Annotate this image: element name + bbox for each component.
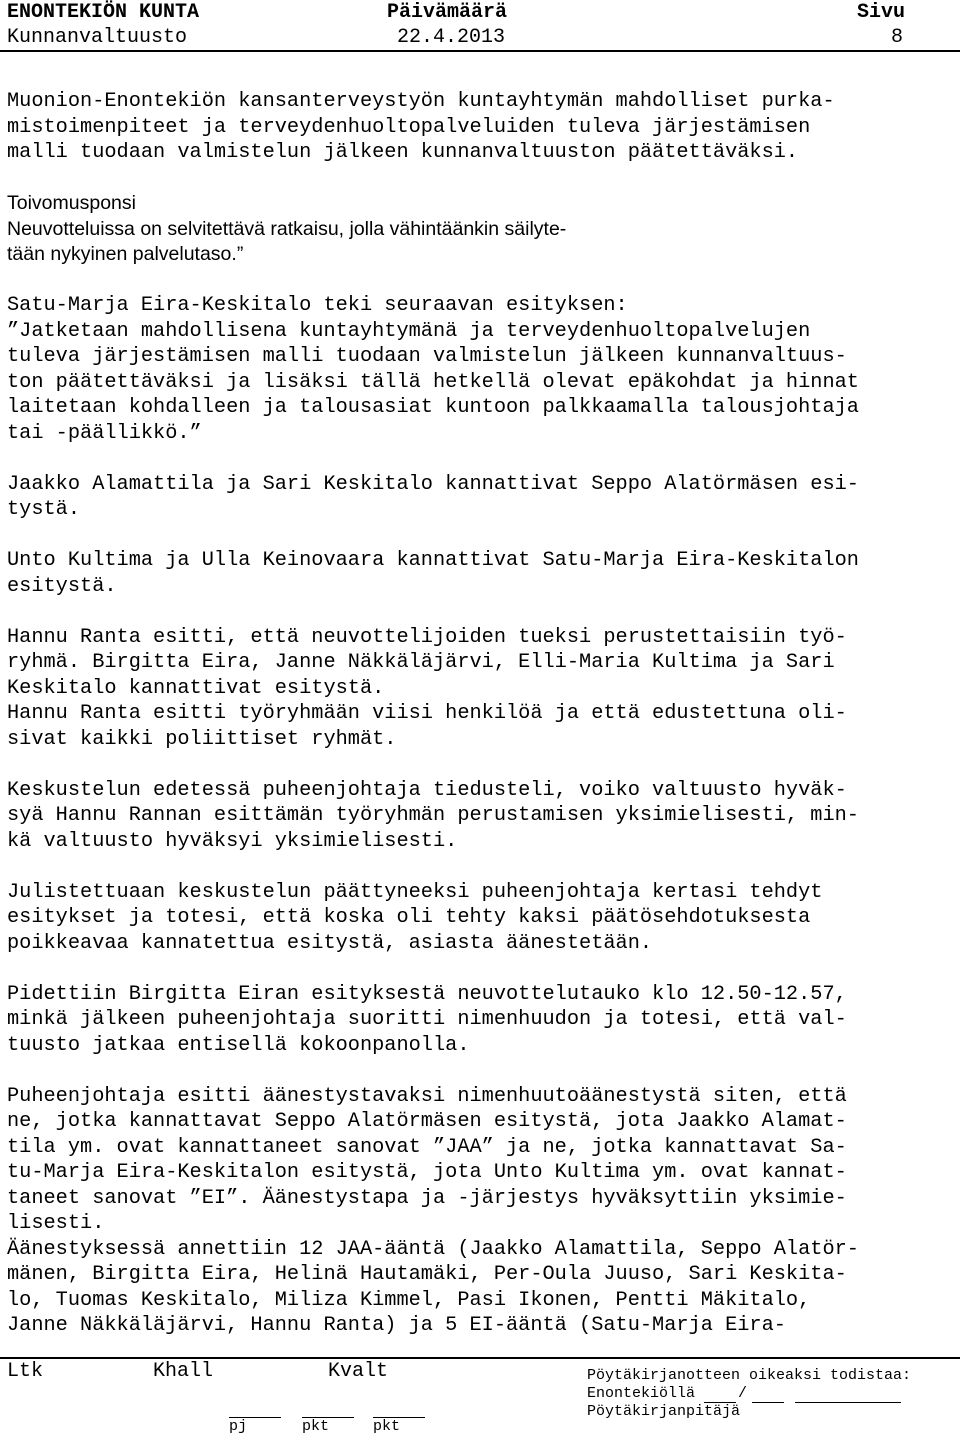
- month-blank: [752, 1402, 784, 1403]
- footer-divider: [0, 1357, 960, 1359]
- org-name: ENONTEKIÖN KUNTA: [7, 1, 200, 24]
- footer-khall: Khall: [153, 1360, 214, 1383]
- signature-blank: [795, 1402, 901, 1403]
- header-divider: [0, 50, 960, 52]
- text-line: mänen, Birgitta Eira, Helinä Hautamäki, Per-Oula Juuso, Sari Keskita-: [7, 1263, 847, 1286]
- text-line: Keskitalo kannattivat esitystä.: [7, 676, 385, 700]
- paragraph: [7, 293, 947, 446]
- text-line: lisesti.: [7, 1212, 105, 1235]
- footer-ltk: Ltk: [7, 1360, 44, 1383]
- paragraph-gap: [7, 1058, 947, 1084]
- paragraph-gap: [7, 854, 947, 880]
- body-name: Kunnanvaltuusto: [7, 26, 188, 49]
- paragraph: [7, 1084, 947, 1339]
- page-label: Sivu: [857, 1, 906, 24]
- text-line: Neuvotteluissa on selvitettävä ratkaisu, jolla vähintäänkin säilyte-: [7, 217, 567, 240]
- paragraph-gap: [7, 956, 947, 982]
- paragraph: [7, 625, 947, 753]
- footer-pkt-1: pkt: [302, 1418, 330, 1435]
- paragraph-gap: [7, 166, 947, 192]
- text-line: syä Hannu Rannan esittämän työryhmän perustamisen yksimielisesti, min-: [7, 804, 859, 827]
- paragraph-gap: [7, 752, 947, 778]
- paragraph: [7, 880, 947, 957]
- text-line: kä valtuusto hyväksyi yksimielisesti.: [7, 829, 458, 853]
- text-line: Keskustelun edetessä puheenjohtaja tiedusteli, voiko valtuusto hyväk-: [7, 778, 847, 802]
- text-line: malli tuodaan valmistelun jälkeen kunnanvaltuuston päätettäväksi.: [7, 141, 799, 164]
- text-line: mistoimenpiteet ja terveydenhuoltopalveluiden tuleva järjestämisen: [7, 115, 811, 139]
- page-footer: [0, 1360, 960, 1436]
- footer-pkt-2: pkt: [373, 1418, 401, 1435]
- text-line: poikkeavaa kannatettua esitystä, asiasta äänestetään.: [7, 931, 653, 955]
- text-line: laitetaan kohdalleen ja talousasiat kuntoon palkkaamalla talousjohtaja: [7, 396, 859, 419]
- text-line: ”Jatketaan mahdollisena kuntayhtymänä ja terveydenhuoltopalvelujen: [7, 319, 811, 343]
- secretary-title: Pöytäkirjanpitäjä: [587, 1403, 741, 1420]
- paragraph-gap: [7, 268, 947, 294]
- text-line: sivat kaikki poliittiset ryhmät.: [7, 727, 397, 751]
- paragraph: [7, 982, 947, 1059]
- text-line: Muonion-Enontekiön kansanterveystyön kuntayhtymän mahdolliset purka-: [7, 90, 835, 113]
- paragraph: [7, 548, 947, 599]
- paragraph: [7, 89, 947, 166]
- text-line: Toivomusponsi: [7, 192, 136, 214]
- certify-text: Pöytäkirjanotteen oikeaksi todistaa:: [587, 1367, 912, 1384]
- paragraph: [7, 191, 947, 268]
- text-line: lo, Tuomas Keskitalo, Miliza Kimmel, Pasi Ikonen, Pentti Mäkitalo,: [7, 1288, 811, 1312]
- paragraph: [7, 472, 947, 523]
- minutes-body: [7, 89, 947, 1339]
- text-line: Pidettiin Birgitta Eiran esityksestä neuvottelutauko klo 12.50-12.57,: [7, 982, 847, 1006]
- text-line: tu-Marja Eira-Keskitalon esitystä, jota Unto Kultima ym. ovat kannat-: [7, 1161, 847, 1184]
- text-line: taneet sanovat ”EI”. Äänestystapa ja -järjestys hyväksyttiin yksimie-: [7, 1186, 847, 1210]
- text-line: Janne Näkkäläjärvi, Hannu Ranta) ja 5 EI-ääntä (Satu-Marja Eira-: [7, 1314, 786, 1337]
- text-line: Puheenjohtaja esitti äänestystavaksi nimenhuutoäänestystä siten, että: [7, 1084, 847, 1108]
- text-line: esitykset ja totesi, että koska oli tehty kaksi päätösehdotuksesta: [7, 906, 811, 929]
- date-label: Päivämäärä: [387, 1, 508, 24]
- text-line: Jaakko Alamattila ja Sari Keskitalo kannattivat Seppo Alatörmäsen esi-: [7, 472, 859, 496]
- paragraph-gap: [7, 523, 947, 549]
- meeting-date: 22.4.2013: [397, 26, 506, 49]
- text-line: tai -päällikkö.”: [7, 421, 202, 445]
- paragraph: [7, 778, 947, 855]
- paragraph-gap: [7, 599, 947, 625]
- text-line: Satu-Marja Eira-Keskitalo teki seuraavan esityksen:: [7, 294, 628, 317]
- text-line: tystä.: [7, 498, 81, 521]
- footer-pj: pj: [229, 1418, 248, 1435]
- footer-kvalt: Kvalt: [328, 1360, 389, 1383]
- text-line: tila ym. ovat kannattaneet sanovat ”JAA” ja ne, jotka kannattavat Sa-: [7, 1135, 847, 1159]
- text-line: Julistettuaan keskustelun päättyneeksi puheenjohtaja kertasi tehdyt: [7, 880, 823, 904]
- text-line: tään nykyinen palvelutaso.”: [7, 243, 244, 265]
- text-line: esitystä.: [7, 574, 117, 598]
- text-line: Hannu Ranta esitti, että neuvottelijoiden tueksi perustettaisiin työ-: [7, 625, 847, 649]
- text-line: Hannu Ranta esitti työryhmään viisi henkilöä ja että edustettuna oli-: [7, 702, 847, 725]
- date-slash: /: [738, 1385, 748, 1402]
- text-line: Unto Kultima ja Ulla Keinovaara kannattivat Satu-Marja Eira-Keskitalon: [7, 549, 859, 572]
- place-text: Enontekiöllä: [587, 1385, 696, 1402]
- paragraph-gap: [7, 446, 947, 472]
- text-line: ryhmä. Birgitta Eira, Janne Näkkäläjärvi, Elli-Maria Kultima ja Sari: [7, 651, 835, 674]
- text-line: tuusto jatkaa entisellä kokoonpanolla.: [7, 1033, 470, 1057]
- text-line: minkä jälkeen puheenjohtaja suoritti nimenhuudon ja totesi, että val-: [7, 1008, 847, 1031]
- text-line: ne, jotka kannattavat Seppo Alatörmäsen esitystä, jota Jaakko Alamat-: [7, 1110, 847, 1133]
- page-number: 8: [891, 26, 904, 49]
- text-line: tuleva järjestämisen malli tuodaan valmistelun jälkeen kunnanvaltuus-: [7, 345, 847, 368]
- text-line: Äänestyksessä annettiin 12 JAA-ääntä (Jaakko Alamattila, Seppo Alatör-: [7, 1237, 859, 1261]
- text-line: ton päätettäväksi ja lisäksi tällä hetkellä olevat epäkohdat ja hinnat: [7, 370, 859, 394]
